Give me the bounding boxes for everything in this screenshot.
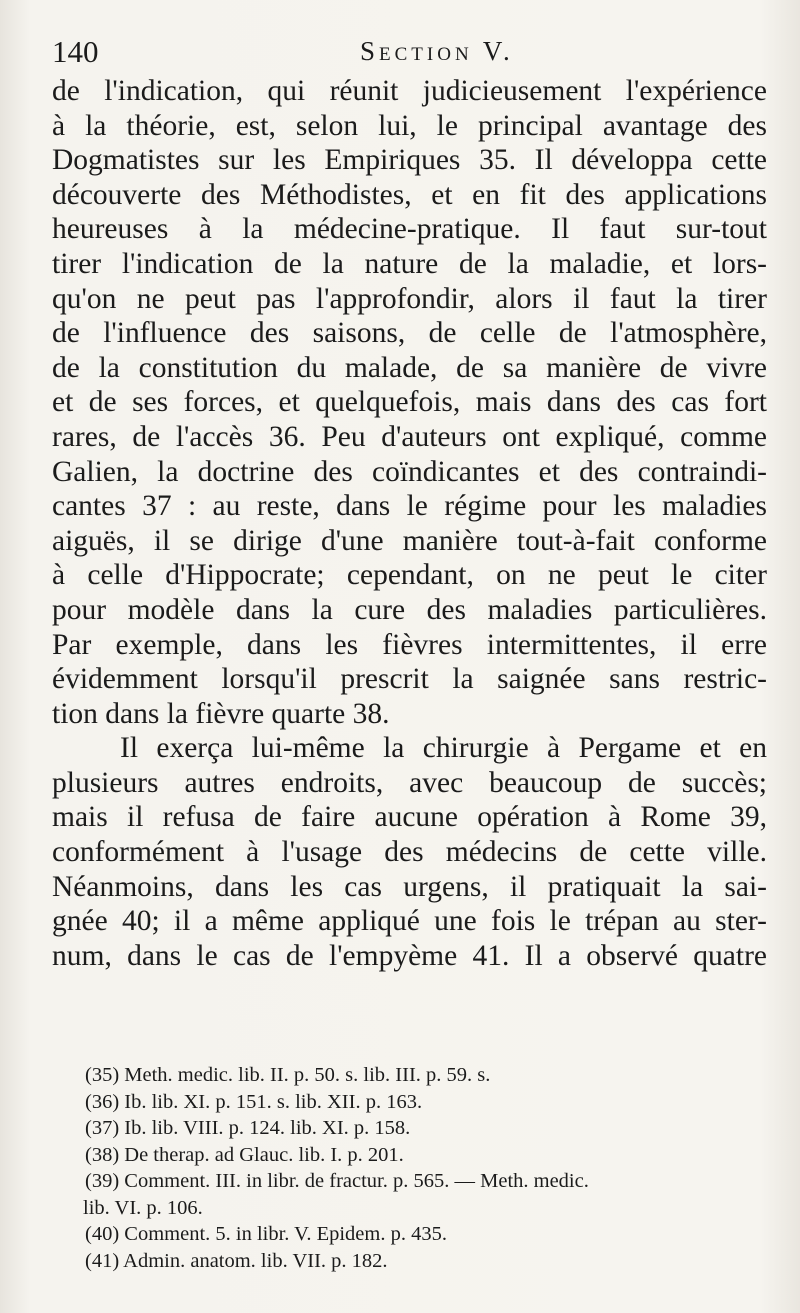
footnote-continuation: lib. VI. p. 106. [83, 1196, 203, 1219]
body-line: Néanmoins, dans les cas urgens, il pratiquait la sai- [52, 870, 767, 903]
body-line: heureuses à la médecine-pratique. Il faut sur-tout [52, 213, 767, 246]
body-text [52, 74, 767, 973]
page-number: 140 [52, 34, 99, 69]
body-line: découverte des Méthodistes, et en fit des applications [52, 178, 767, 211]
body-line: aiguës, il se dirige d'une manière tout-à-fait conforme [52, 524, 767, 557]
body-line: pour modèle dans la cure des maladies particulières. [52, 593, 767, 626]
body-line: cantes 37 : au reste, dans le régime pour les maladies [52, 490, 767, 523]
body-line: Dogmatistes sur les Empiriques 35. Il développa cette [52, 144, 767, 177]
body-line: Par exemple, dans les fièvres intermittentes, il erre [52, 628, 767, 661]
body-line: à la théorie, est, selon lui, le principal avantage des [52, 109, 767, 142]
footnote: (36) Ib. lib. XI. p. 151. s. lib. XII. p. 163. [85, 1090, 423, 1113]
running-head: Section V. [360, 36, 514, 66]
body-line: de la constitution du malade, de sa manière de vivre [52, 351, 767, 384]
footnote: (40) Comment. 5. in libr. V. Epidem. p. 435. [85, 1223, 447, 1245]
body-line: mais il refusa de faire aucune opération à Rome 39, [52, 801, 767, 834]
body-line: plusieurs autres endroits, avec beaucoup de succès; [52, 766, 767, 799]
body-line: qu'on ne peut pas l'approfondir, alors il faut la tirer [52, 282, 767, 315]
paragraph-start-line: Il exerça lui-même la chirurgie à Pergame et en [120, 732, 767, 765]
footnote: (41) Admin. anatom. lib. VII. p. 182. [85, 1249, 388, 1272]
body-line: Galien, la doctrine des coïndicantes et des contraindi- [52, 455, 767, 488]
body-line: de l'indication, qui réunit judicieusement l'expérience [52, 75, 767, 107]
body-line: à celle d'Hippocrate; cependant, on ne peut le citer [52, 559, 767, 592]
body-line: tirer l'indication de la nature de la maladie, et lors- [52, 247, 767, 280]
page-header [52, 34, 772, 74]
footnote: (39) Comment. III. in libr. de fractur. p. 565. — Meth. medic. [85, 1170, 589, 1192]
body-line: et de ses forces, et quelquefois, mais dans des cas fort [52, 386, 767, 419]
footnote: (37) Ib. lib. VIII. p. 124. lib. XI. p. 158. [85, 1117, 411, 1139]
body-line: num, dans le cas de l'empyème 41. Il a observé quatre [52, 939, 767, 972]
body-line: de l'influence des saisons, de celle de l'atmosphère, [52, 317, 767, 350]
body-line: gnée 40; il a même appliqué une fois le trépan au ster- [52, 905, 767, 938]
footnote: (38) De therap. ad Glauc. lib. I. p. 201. [85, 1143, 404, 1166]
body-line: rares, de l'accès 36. Peu d'auteurs ont expliqué, comme [52, 420, 767, 453]
footnote: (35) Meth. medic. lib. II. p. 50. s. lib. III. p. 59. s. [85, 1064, 491, 1086]
body-line: évidemment lorsqu'il prescrit la saignée sans restric- [52, 663, 767, 696]
footnotes [85, 1062, 785, 1274]
body-line: tion dans la fièvre quarte 38. [52, 697, 390, 730]
body-line: conformément à l'usage des médecins de cette ville. [52, 836, 767, 869]
